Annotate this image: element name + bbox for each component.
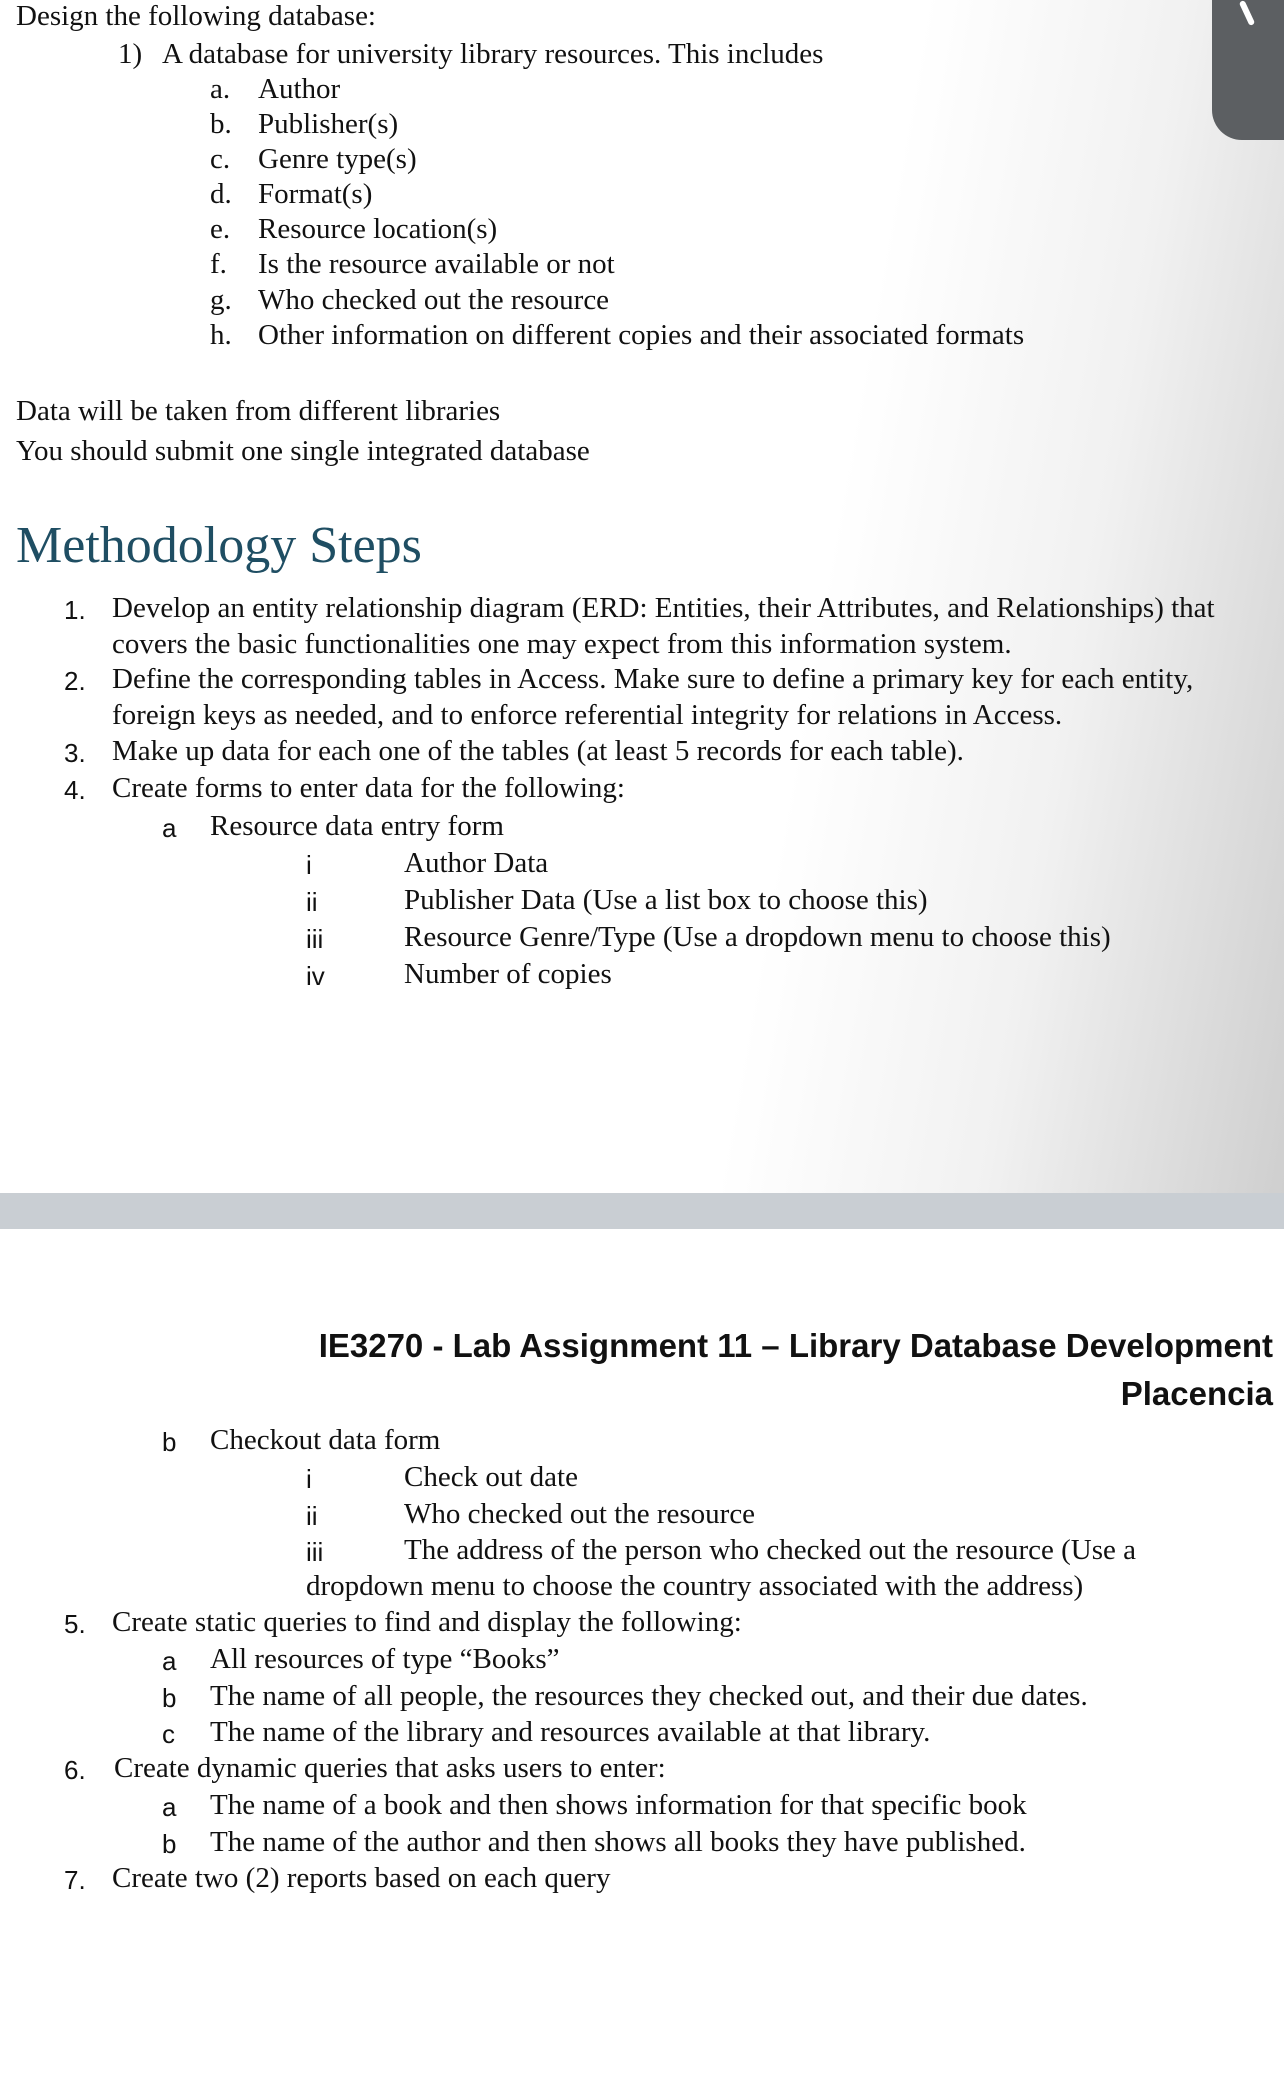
item-text: A database for university library resources. This includes (162, 38, 824, 70)
subitem-text: Who checked out the resource (258, 284, 610, 316)
step-text: Create two (2) reports based on each query (112, 1862, 611, 1894)
substep-text: All resources of type “Books” (210, 1643, 560, 1675)
step-text: Develop an entity relationship diagram (ERD: Entities, their Attributes, and Relationships) that (112, 592, 1215, 624)
step-number: 7. (64, 1865, 86, 1895)
step-number: 6. (64, 1755, 86, 1785)
roman-item-text: Who checked out the resource (404, 1498, 756, 1530)
substep-letter: a (162, 1646, 177, 1676)
substep-letter: b (162, 1829, 177, 1859)
step-number: 4. (64, 775, 86, 805)
step-text: Create forms to enter data for the following: (112, 772, 625, 804)
subitem-letter: h. (210, 319, 232, 351)
roman-numeral: ii (306, 887, 318, 917)
section-heading: Methodology Steps (16, 517, 422, 574)
subitem-letter: e. (210, 213, 231, 245)
step-text: Define the corresponding tables in Access. Make sure to define a primary key for each entity, (112, 663, 1194, 695)
subitem-text: Is the resource available or not (258, 248, 615, 280)
subitem-letter: b. (210, 108, 232, 140)
subitem-text: Author (258, 73, 341, 105)
subitem-letter: c. (210, 143, 231, 175)
substep-text: The name of all people, the resources they checked out, and their due dates. (210, 1680, 1088, 1712)
roman-item-text: Check out date (404, 1461, 578, 1493)
subitem-text: Publisher(s) (258, 108, 399, 140)
roman-item-text: The address of the person who checked out the resource (Use a (404, 1534, 1136, 1566)
roman-numeral: iv (306, 961, 325, 991)
subitem-letter: a. (210, 73, 231, 105)
step-text: Make up data for each one of the tables (at least 5 records for each table). (112, 735, 964, 767)
step-number: 1. (64, 595, 86, 625)
roman-numeral: iii (306, 924, 324, 954)
page-header-title: IE3270 - Lab Assignment 11 – Library Database Development (318, 1327, 1273, 1364)
substep-letter: a (162, 813, 177, 843)
substep-letter: c (162, 1719, 175, 1749)
substep-text: The name of a book and then shows information for that specific book (210, 1789, 1027, 1821)
step-text: foreign keys as needed, and to enforce referential integrity for relations in Access. (112, 699, 1063, 731)
page-header-author: Placencia (1120, 1375, 1273, 1412)
item-number: 1) (118, 38, 143, 70)
substep-letter: b (162, 1683, 177, 1713)
subitem-text: Format(s) (258, 178, 373, 210)
step-text: Create dynamic queries that asks users to enter: (114, 1752, 666, 1784)
step-number: 5. (64, 1609, 86, 1639)
roman-item-text: Publisher Data (Use a list box to choose this) (404, 884, 928, 916)
step-number: 2. (64, 666, 86, 696)
step-number: 3. (64, 738, 86, 768)
page-separator (0, 1193, 1284, 1229)
substep-letter: b (162, 1427, 177, 1457)
note-line: Data will be taken from different libraries (16, 395, 501, 427)
subitem-text: Resource location(s) (258, 213, 498, 245)
substep-text: The name of the author and then shows all books they have published. (210, 1826, 1026, 1858)
subitem-letter: g. (210, 284, 232, 316)
subitem-text: Other information on different copies and their associated formats (258, 319, 1025, 351)
roman-item-text: dropdown menu to choose the country associated with the address) (306, 1570, 1084, 1602)
substep-letter: a (162, 1792, 177, 1822)
subitem-text: Genre type(s) (258, 143, 417, 175)
roman-numeral: i (306, 1464, 312, 1494)
step-text: covers the basic functionalities one may expect from this information system. (112, 628, 1012, 660)
roman-item-text: Resource Genre/Type (Use a dropdown menu to choose this) (404, 921, 1111, 953)
substep-text: The name of the library and resources available at that library. (210, 1716, 931, 1748)
roman-item-text: Number of copies (404, 958, 612, 990)
note-line: You should submit one single integrated database (16, 435, 590, 467)
intro-line: Design the following database: (16, 0, 376, 32)
substep-text: Resource data entry form (210, 810, 504, 842)
roman-numeral: ii (306, 1501, 318, 1531)
substep-text: Checkout data form (210, 1424, 441, 1456)
roman-numeral: iii (306, 1537, 324, 1567)
roman-item-text: Author Data (404, 847, 549, 879)
step-text: Create static queries to find and display the following: (112, 1606, 742, 1638)
roman-numeral: i (306, 850, 312, 880)
subitem-letter: f. (210, 248, 227, 280)
subitem-letter: d. (210, 178, 232, 210)
